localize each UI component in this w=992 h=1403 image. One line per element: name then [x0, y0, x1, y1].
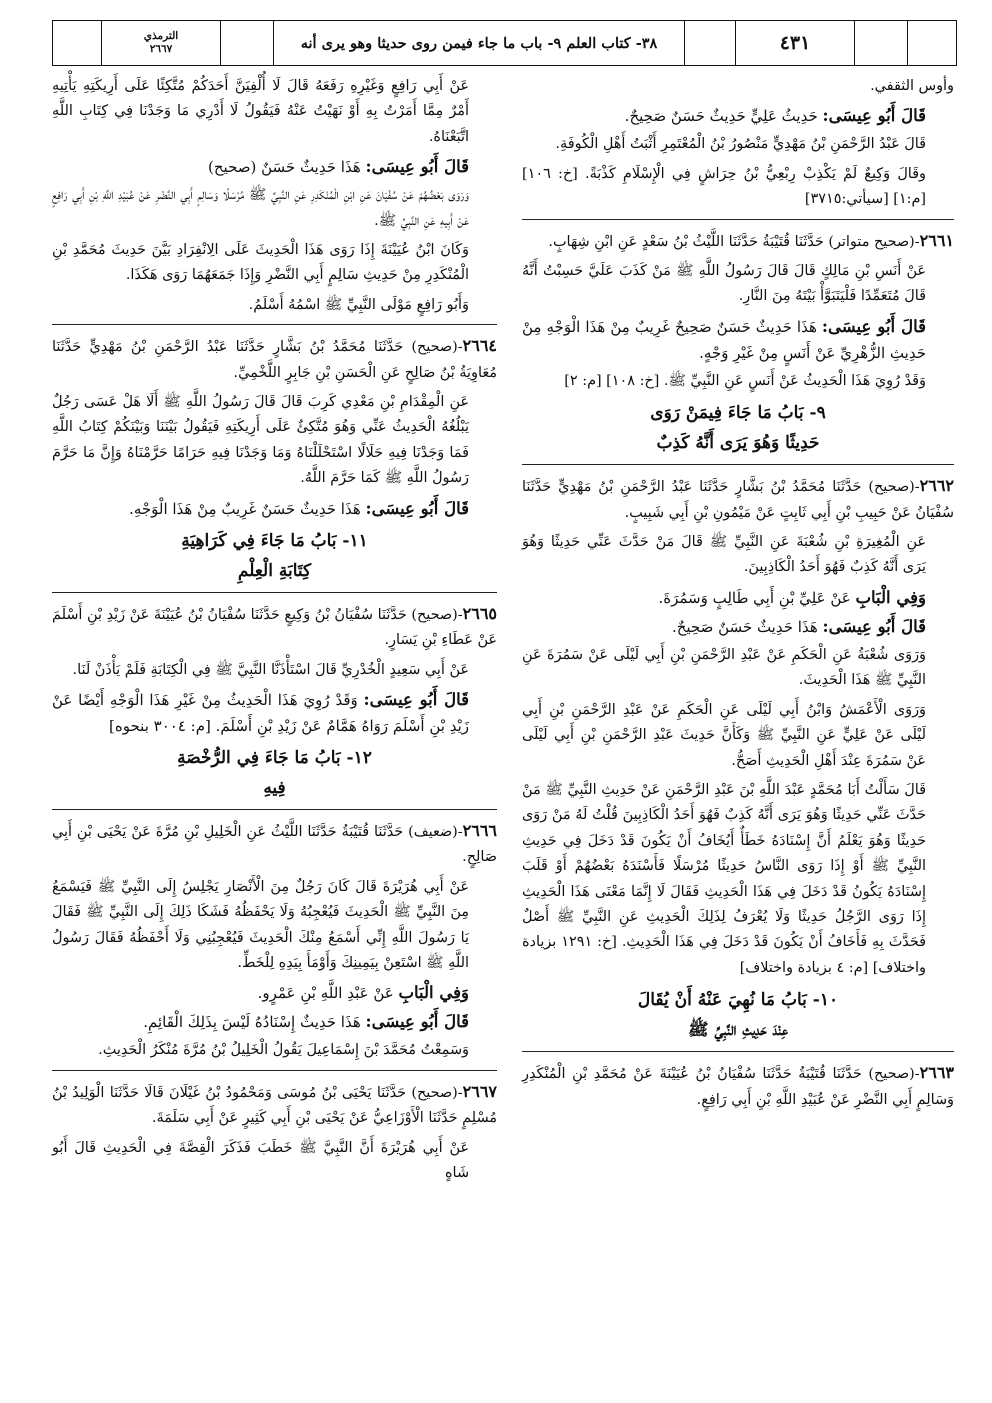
- comment-label: قَالَ أَبُو عِيسَى:: [822, 616, 926, 636]
- hadith-chain: -(صحيح متواتر) حَدَّثَنَا قُتَيْبَةُ حَدَّثَنَا اللَّيْثُ بْنُ سَعْدٍ عَنِ ابْنِ شِهَابٍ.: [548, 233, 920, 250]
- book-page: [52, 20, 957, 1380]
- paragraph: وَأَبُو رَافِعٍ مَوْلَى النَّبِيِّ ﷺ اسْمُهُ أَسْلَمُ.: [248, 296, 469, 313]
- hadith-number: ٢٦٦٢: [919, 476, 954, 496]
- comment-text: هَذَا حَدِيثٌ حَسَنٌ غَرِيبٌ مِنْ هَذَا الْوَجْهِ.: [129, 499, 361, 518]
- comment-text: هَذَا حَدِيثٌ حَسَنٌ (صحيح): [208, 158, 361, 177]
- chapter-heading-line: كِتَابَةِ الْعِلْمِ: [237, 560, 312, 581]
- comment-paragraph: [522, 614, 954, 640]
- paragraph: عَنْ أَبِي هُرَيْرَةَ قَالَ كَانَ رَجُلٌ مِنَ الْأَنْصَارِ يَجْلِسُ إِلَى النَّبِيِّ ﷺ فَيَسْمَعُ مِنَ النَّبِيِّ ﷺ الْحَدِيثَ فَيُعْجِبُهُ وَلَا يَحْفَظُهُ فَشَكَا ذَلِكَ إِلَى النَّبِيِّ ﷺ فَقَالَ يَا رَسُولَ اللَّهِ إِنِّي أَسْمَعُ مِنْكَ الْحَدِيثَ فَيُعْجِبُنِي وَلَا أَحْفَظُهُ فَقَالَ رَسُولُ اللَّهِ ﷺ اسْتَعِنْ بِيَمِينِكَ وَأَوْمَأَ بِيَدِهِ لِلْخَطِّ.: [52, 878, 469, 971]
- divider: [52, 592, 497, 593]
- header-empty-cell: [908, 21, 956, 65]
- hadith-2665: [52, 601, 497, 654]
- hadith-2661: [522, 228, 954, 255]
- comment-text: عَنْ عَبْدِ اللَّهِ بْنِ عَمْرٍو.: [257, 984, 394, 1003]
- divider: [522, 219, 954, 220]
- comment-text: هَذَا حَدِيثٌ حَسَنٌ صَحِيحٌ.: [671, 617, 818, 636]
- hadith-chain: -(صحيح) حَدَّثَنَا سُفْيَانُ بْنُ وَكِيعٍ حَدَّثَنَا سُفْيَانُ بْنُ عُيَيْنَةَ عَنْ زَيْدِ بْنِ أَسْلَمَ عَنْ عَطَاءِ بْنِ يَسَارٍ.: [52, 606, 497, 649]
- comment-label: قَالَ أَبُو عِيسَى:: [365, 498, 469, 518]
- chapter-heading-12: [52, 743, 497, 803]
- paragraph: وقَالَ وَكِيعٌ لَمْ يَكْذِبْ رِبْعِيُّ بْنُ حِرَاشٍ فِي الْإِسْلَامِ كَذْبَةً. [خ: ١٠٦] [م:١] [سيأتي:٣٧١٥]: [522, 165, 926, 208]
- comment-text: وَقَدْ رُوِيَ هَذَا الْحَدِيثُ مِنْ غَيْرِ هَذَا الْوَجْهِ أَيْضًا عَنْ زَيْدِ بْنِ أَسْلَمَ رَوَاهُ هَمَّامٌ عَنْ زَيْدِ بْنِ أَسْلَمَ. [م: ٣٠٠٤ بنحوه]: [52, 690, 469, 735]
- hadith-chain: -(صحيح) حَدَّثَنَا مُحَمَّدُ بْنُ بَشَّارٍ حَدَّثَنَا عَبْدُ الرَّحْمَنِ بْنُ مَهْدِيٍّ حَدَّثَنَا سُفْيَانُ عَنْ حَبِيبِ بْنِ أَبِي ثَابِتٍ عَنْ مَيْمُونِ بْنِ أَبِي شَبِيبٍ.: [522, 479, 954, 521]
- chapter-heading-line: عِنْدَ حَدِيثِ النَّبِيِّ ﷺ: [688, 1020, 788, 1041]
- comment-label: قَالَ أَبُو عِيسَى:: [822, 106, 926, 126]
- chapter-heading-10: [522, 985, 954, 1045]
- hadith-chain: -(صحيح) حَدَّثَنَا يَحْيَى بْنُ مُوسَى وَمَحْمُودُ بْنُ غَيْلَانَ قَالَا حَدَّثَنَا الْوَلِيدُ بْنُ مُسْلِمٍ حَدَّثَنَا الْأَوْزَاعِيُّ عَنْ يَحْيَى بْنِ أَبِي كَثِيرٍ عَنْ أَبِي سَلَمَةَ.: [52, 1084, 497, 1127]
- hadith-number: ٢٦٦٦: [462, 820, 497, 840]
- chapter-heading-line: حَدِيثًا وَهُوَ يَرَى أَنَّهُ كَذِبٌ: [656, 433, 820, 454]
- paragraph: عَنْ أَبِي هُرَيْرَةَ أَنَّ النَّبِيَّ ﷺ خَطَبَ فَذَكَرَ الْقِصَّةَ فِي الْحَدِيثِ قَالَ أَبُو شَاهٍ: [52, 1139, 469, 1181]
- hadith-chain: -(صحيح) حَدَّثَنَا مُحَمَّدُ بْنُ بَشَّارٍ حَدَّثَنَا عَبْدُ الرَّحْمَنِ بْنُ مَهْدِيٍّ حَدَّثَنَا مُعَاوِيَةُ بْنُ صَالِحٍ عَنِ الْحَسَنِ بْنِ جَابِرٍ اللَّخْمِيِّ.: [52, 339, 497, 381]
- hadith-2664: [52, 333, 497, 386]
- header-reference-cell: [102, 21, 221, 65]
- comment-paragraph: [522, 585, 954, 611]
- comment-text: هَذَا حَدِيثٌ حَسَنٌ صَحِيحٌ غَرِيبٌ مِنْ هَذَا الْوَجْهِ مِنْ حَدِيثِ الزُّهْرِيِّ عَنْ أَنَسٍ مِنْ غَيْرِ وَجْهٍ.: [522, 317, 926, 362]
- page-number: ٤٣١: [736, 21, 855, 65]
- hadith-number: ٢٦٦٧: [462, 1081, 497, 1101]
- hadith-2666: [52, 818, 497, 871]
- paragraph: عَنْ أَبِي رَافِعٍ وَغَيْرِهِ رَفَعَهُ قَالَ لَا أُلْفِيَنَّ أَحَدَكُمْ مُتَّكِئًا عَلَى أَرِيكَتِهِ يَأْتِيهِ أَمْرٌ مِمَّا أَمَرْتُ بِهِ أَوْ نَهَيْتُ عَنْهُ فَيَقُولُ لَا أَدْرِي مَا وَجَدْنَا فِي كِتَابِ اللَّهِ اتَّبَعْنَاهُ.: [52, 78, 469, 145]
- divider: [522, 464, 954, 465]
- divider: [52, 324, 497, 325]
- chapter-heading-line: فِيهِ: [263, 777, 286, 798]
- paragraph: عَنْ أَبِي سَعِيدٍ الْخُدْرِيِّ قَالَ اسْتَأْذَنَّا النَّبِيَّ ﷺ فِي الْكِتَابَةِ فَلَمْ يَأْذَنْ لَنَا.: [72, 661, 469, 678]
- paragraph: وَرَوَى شُعْبَةُ عَنِ الْحَكَمِ عَنْ عَبْدِ الرَّحْمَنِ بْنِ أَبِي لَيْلَى عَنْ سَمُرَةَ عَنِ النَّبِيِّ ﷺ هَذَا الْحَدِيثَ.: [522, 646, 926, 689]
- left-column: [52, 74, 497, 1190]
- comment-text: عَنْ عَلِيِّ بْنِ أَبِي طَالِبٍ وَسَمُرَةَ.: [658, 588, 851, 607]
- comment-label: قَالَ أَبُو عِيسَى:: [365, 1012, 469, 1032]
- paragraph: وأوس الثقفي.: [870, 78, 954, 94]
- chapter-heading-line: ١١- بَابُ مَا جَاءَ فِي كَرَاهِيَةِ: [181, 530, 368, 551]
- paragraph: وَقَدْ رُوِيَ هَذَا الْحَدِيثُ عَنْ أَنَسٍ عَنِ النَّبِيِّ ﷺ. [خ: ١٠٨] [م: ٢]: [564, 372, 926, 389]
- hadith-number: ٢٦٦٣: [919, 1063, 954, 1083]
- comment-label: قَالَ أَبُو عِيسَى:: [821, 316, 926, 336]
- divider: [52, 1070, 497, 1071]
- column-gutter: [507, 74, 508, 1374]
- hadith-2662: [522, 473, 954, 526]
- divider: [522, 1051, 954, 1052]
- comment-paragraph: [522, 103, 954, 129]
- paragraph: عَنْ أَنَسِ بْنِ مَالِكٍ قَالَ قَالَ رَسُولُ اللَّهِ ﷺ مَنْ كَذَبَ عَلَيَّ حَسِبْتُ أَنَّهُ قَالَ مُتَعَمِّدًا فَلْيَتَبَوَّأْ بَيْتَهُ مِنَ النَّارِ.: [522, 263, 926, 305]
- paragraph: وَكَانَ ابْنُ عُيَيْنَةَ إِذَا رَوَى هَذَا الْحَدِيثَ عَلَى الِانْفِرَادِ بَيَّنَ حَدِيثَ مُحَمَّدِ بْنِ الْمُنْكَدِرِ مِنْ حَدِيثِ سَالِمٍ أَبِي النَّضْرِ وَإِذَا جَمَعَهُمَا رَوَى هَكَذَا.: [52, 242, 469, 284]
- paragraph: عَنِ الْمِقْدَامِ بْنِ مَعْدِي كَرِبَ قَالَ قَالَ رَسُولُ اللَّهِ ﷺ أَلَا هَلْ عَسَى رَجُلٌ يَبْلُغُهُ الْحَدِيثُ عَنِّي وَهُوَ مُتَّكِئٌ عَلَى أَرِيكَتِهِ فَيَقُولُ بَيْنَنَا وَبَيْنَكُمْ كِتَابُ اللَّهِ فَمَا وَجَدْنَا فِيهِ حَلَالًا اسْتَحْلَلْنَاهُ وَمَا وَجَدْنَا فِيهِ حَرَامًا حَرَّمْنَاهُ وَإِنَّ مَا حَرَّمَ رَسُولُ اللَّهِ ﷺ كَمَا حَرَّمَ اللَّهُ.: [52, 394, 469, 487]
- chapter-heading-9: [522, 398, 954, 458]
- hadith-number: ٢٦٦١: [919, 230, 954, 250]
- paragraph: وَرَوَى الْأَعْمَشُ وَابْنُ أَبِي لَيْلَى عَنِ الْحَكَمِ عَنْ عَبْدِ الرَّحْمَنِ بْنِ أَبِي لَيْلَى عَنْ عَلِيٍّ عَنِ النَّبِيِّ ﷺ وَكَأَنَّ حَدِيثَ عَبْدِ الرَّحْمَنِ بْنِ أَبِي لَيْلَى عَنْ سَمُرَةَ عِنْدَ أَهْلِ الْحَدِيثِ أَصَحُّ.: [522, 701, 926, 769]
- comment-paragraph: [52, 687, 497, 739]
- header-title: ٣٨- كتاب العلم ٩- باب ما جاء فيمن روى حديثا وهو يرى أنه: [274, 21, 685, 65]
- comment-paragraph: [52, 1009, 497, 1035]
- right-column: [522, 74, 954, 1117]
- comment-text: هَذَا حَدِيثٌ إِسْنَادُهُ لَيْسَ بِذَلِكَ الْقَائِمِ.: [143, 1013, 361, 1032]
- header-empty-cell: [855, 21, 908, 65]
- comment-label: قَالَ أَبُو عِيسَى:: [365, 157, 469, 177]
- paragraph: قَالَ سَأَلْتُ أَبَا مُحَمَّدٍ عَبْدَ اللَّهِ بْنَ عَبْدِ الرَّحْمَنِ عَنْ حَدِيثِ النَّبِيِّ ﷺ مَنْ حَدَّثَ عَنِّي حَدِيثًا وَهُوَ يَرَى أَنَّهُ كَذِبٌ فَهُوَ أَحَدُ الْكَاذِبِينَ قُلْتُ لَهُ مَنْ رَوَى حَدِيثًا وَهُوَ يَعْلَمُ أَنَّ إِسْنَادَهُ خَطَأٌ أَيُخَافُ أَنْ يَكُونَ قَدْ دَخَلَ فِي حَدِيثِ النَّبِيِّ ﷺ أَوْ إِذَا رَوَى النَّاسُ حَدِيثًا مُرْسَلًا فَأَسْنَدَهُ بَعْضُهُمْ أَوْ قَلَبَ إِسْنَادَهُ يَكُونُ قَدْ دَخَلَ فِي هَذَا الْحَدِيثِ فَقَالَ لَا إِنَّمَا مَعْنَى هَذَا الْحَدِيثِ إِذَا رَوَى الرَّجُلُ حَدِيثًا وَلَا يُعْرَفُ لِذَلِكَ الْحَدِيثِ عَنِ النَّبِيِّ ﷺ أَصْلٌ فَحَدَّثَ بِهِ فَأَخَافُ أَنْ يَكُونَ قَدْ دَخَلَ فِي هَذَا الْحَدِيثِ. [خ: ١٢٩١ بزيادة واختلاف] [م: ٤ بزيادة واختلاف]: [522, 781, 926, 976]
- comment-paragraph: [52, 980, 497, 1006]
- comment-paragraph: [52, 496, 497, 522]
- header-empty-cell: [221, 21, 274, 65]
- comment-label: وَفِي الْبَابِ: [398, 983, 469, 1003]
- paragraph: عَنِ الْمُغِيرَةِ بْنِ شُعْبَةَ عَنِ النَّبِيِّ ﷺ قَالَ مَنْ حَدَّثَ عَنِّي حَدِيثًا وَهُوَ يَرَى أَنَّهُ كَذِبٌ فَهُوَ أَحَدُ الْكَاذِبِينَ.: [522, 534, 926, 576]
- hadith-chain: -(ضعيف) حَدَّثَنَا قُتَيْبَةُ حَدَّثَنَا اللَّيْثُ عَنِ الْخَلِيلِ بْنِ مُرَّةَ عَنْ يَحْيَى بْنِ أَبِي صَالِحٍ.: [52, 823, 497, 866]
- comment-label: وَفِي الْبَابِ: [855, 587, 926, 607]
- hadith-2667: [52, 1079, 497, 1132]
- comment-label: قَالَ أَبُو عِيسَى:: [363, 689, 469, 709]
- comment-text: حَدِيثُ عَلِيٍّ حَدِيثٌ حَسَنٌ صَحِيحٌ.: [624, 107, 818, 126]
- comment-paragraph: [522, 314, 954, 366]
- hadith-number: ٢٦٦٤: [462, 336, 497, 356]
- hadith-2663: [522, 1060, 954, 1113]
- paragraph: وَسَمِعْتُ مُحَمَّدَ بْنَ إِسْمَاعِيلَ يَقُولُ الْخَلِيلُ بْنُ مُرَّةَ مُنْكَرُ الْحَدِيثِ.: [98, 1042, 469, 1059]
- chapter-heading-line: ٩- بَابُ مَا جَاءَ فِيمَنْ رَوَى: [650, 403, 826, 424]
- header-hadith-range: ٢٦٦٧: [149, 43, 173, 55]
- hadith-chain: -(صحيح) حَدَّثَنَا قُتَيْبَةُ حَدَّثَنَا سُفْيَانُ بْنُ عُيَيْنَةَ عَنْ مُحَمَّدِ بْنِ الْمُنْكَدِرِ وَسَالِمٍ أَبِي النَّضْرِ عَنْ عُبَيْدِ اللَّهِ بْنِ أَبِي رَافِعٍ.: [522, 1066, 954, 1108]
- header-empty-cell: [53, 21, 102, 65]
- hadith-number: ٢٦٦٥: [462, 603, 497, 623]
- header-empty-cell: [685, 21, 736, 65]
- paragraph: وَرَوَى بَعْضُهُمْ عَنْ سُفْيَانَ عَنِ ابْنِ الْمُنْكَدِرِ عَنِ النَّبِيِّ ﷺ مُرْسَلًا وَسَالِمٍ أَبِي النَّضْرِ عَنْ عُبَيْدِ اللَّهِ بْنِ أَبِي رَافِعٍ عَنْ أَبِيهِ عَنِ النَّبِيِّ ﷺ.: [52, 187, 469, 229]
- page-header: [52, 20, 957, 66]
- divider: [52, 809, 497, 810]
- comment-paragraph: [52, 154, 497, 180]
- paragraph: قَالَ عَبْدُ الرَّحْمَنِ بْنُ مَهْدِيٍّ مَنْصُورُ بْنُ الْمُعْتَمِرِ أَثْبَتُ أَهْلِ الْكُوفَةِ.: [555, 136, 926, 153]
- header-book-name: الترمذي: [143, 30, 179, 42]
- chapter-heading-11: [52, 526, 497, 586]
- chapter-heading-line: ١٢- بَابُ مَا جَاءَ فِي الرُّخْصَةِ: [177, 747, 372, 768]
- chapter-heading-line: ١٠- بَابُ مَا نُهِيَ عَنْهُ أَنْ يُقَالَ: [637, 990, 839, 1011]
